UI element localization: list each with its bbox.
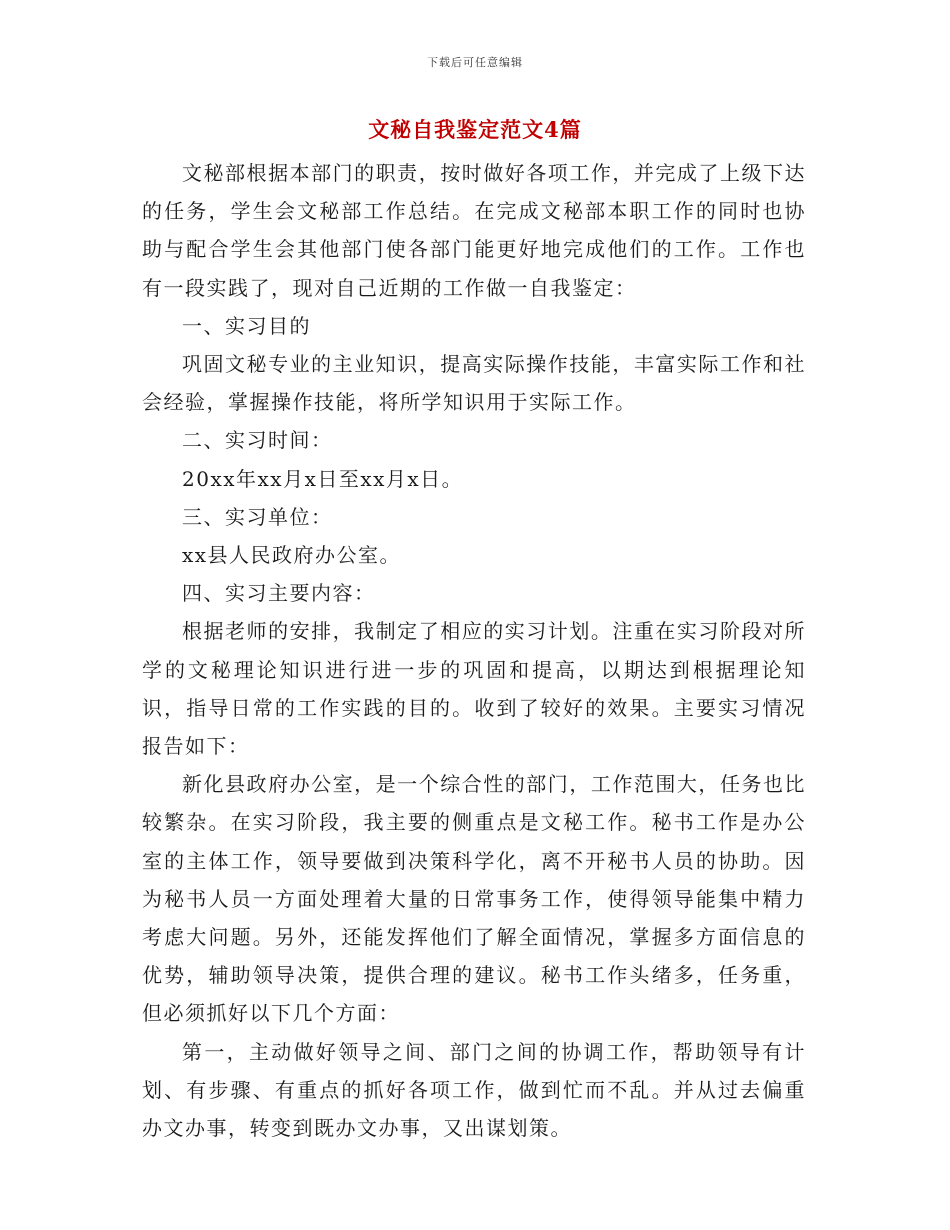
section-heading-unit: 三、实习单位：	[182, 504, 333, 529]
paragraph-plan: 根据老师的安排，我制定了相应的实习计划。注重在实习阶段对所学的文秘理论知识进行进一步的巩固和提高，以期达到根据理论知识，指导日常的工作实践的目的。收到了较好的效果。主要实习情况报告如下：	[142, 619, 806, 759]
section-heading-content: 四、实习主要内容：	[182, 581, 376, 606]
paragraph-purpose: 巩固文秘专业的主业知识，提高实际操作技能，丰富实际工作和社会经验，掌握操作技能，将所学知识用于实际工作。	[142, 352, 806, 415]
paragraph-office: 新化县政府办公室，是一个综合性的部门，工作范围大，任务也比较繁杂。在实习阶段，我主要的侧重点是文秘工作。秘书工作是办公室的主体工作，领导要做到决策科学化，离不开秘书人员的协助。因为秘书人员一方面处理着大量的日常事务工作，使得领导能集中精力考虑大问题。另外，还能发挥他们了解全面情况，掌握多方面信息的优势，辅助领导决策，提供合理的建议。秘书工作头绪多，任务重，但必须抓好以下几个方面：	[142, 772, 806, 1026]
paragraph-time: 20xx年xx月x日至xx月x日。	[182, 466, 464, 491]
paragraph-first-point: 第一，主动做好领导之间、部门之间的协调工作，帮助领导有计划、有步骤、有重点的抓好各项工作，做到忙而不乱。并从过去偏重办文办事，转变到既办文办事，又出谋划策。	[142, 1039, 806, 1141]
paragraph-unit: xx县人民政府办公室。	[182, 543, 402, 568]
paragraph-intro: 文秘部根据本部门的职责，按时做好各项工作，并完成了上级下达的任务，学生会文秘部工作总结。在完成文秘部本职工作的同时也协助与配合学生会其他部门使各部门能更好地完成他们的工作。工作也有一段实践了，现对自己近期的工作做一自我鉴定：	[142, 161, 806, 300]
document-title: 文秘自我鉴定范文4篇	[368, 117, 582, 142]
document-body	[142, 154, 806, 1147]
header-note: 下载后可任意编辑	[427, 56, 523, 69]
section-heading-purpose: 一、实习目的	[182, 313, 311, 338]
section-heading-time: 二、实习时间：	[182, 428, 333, 453]
